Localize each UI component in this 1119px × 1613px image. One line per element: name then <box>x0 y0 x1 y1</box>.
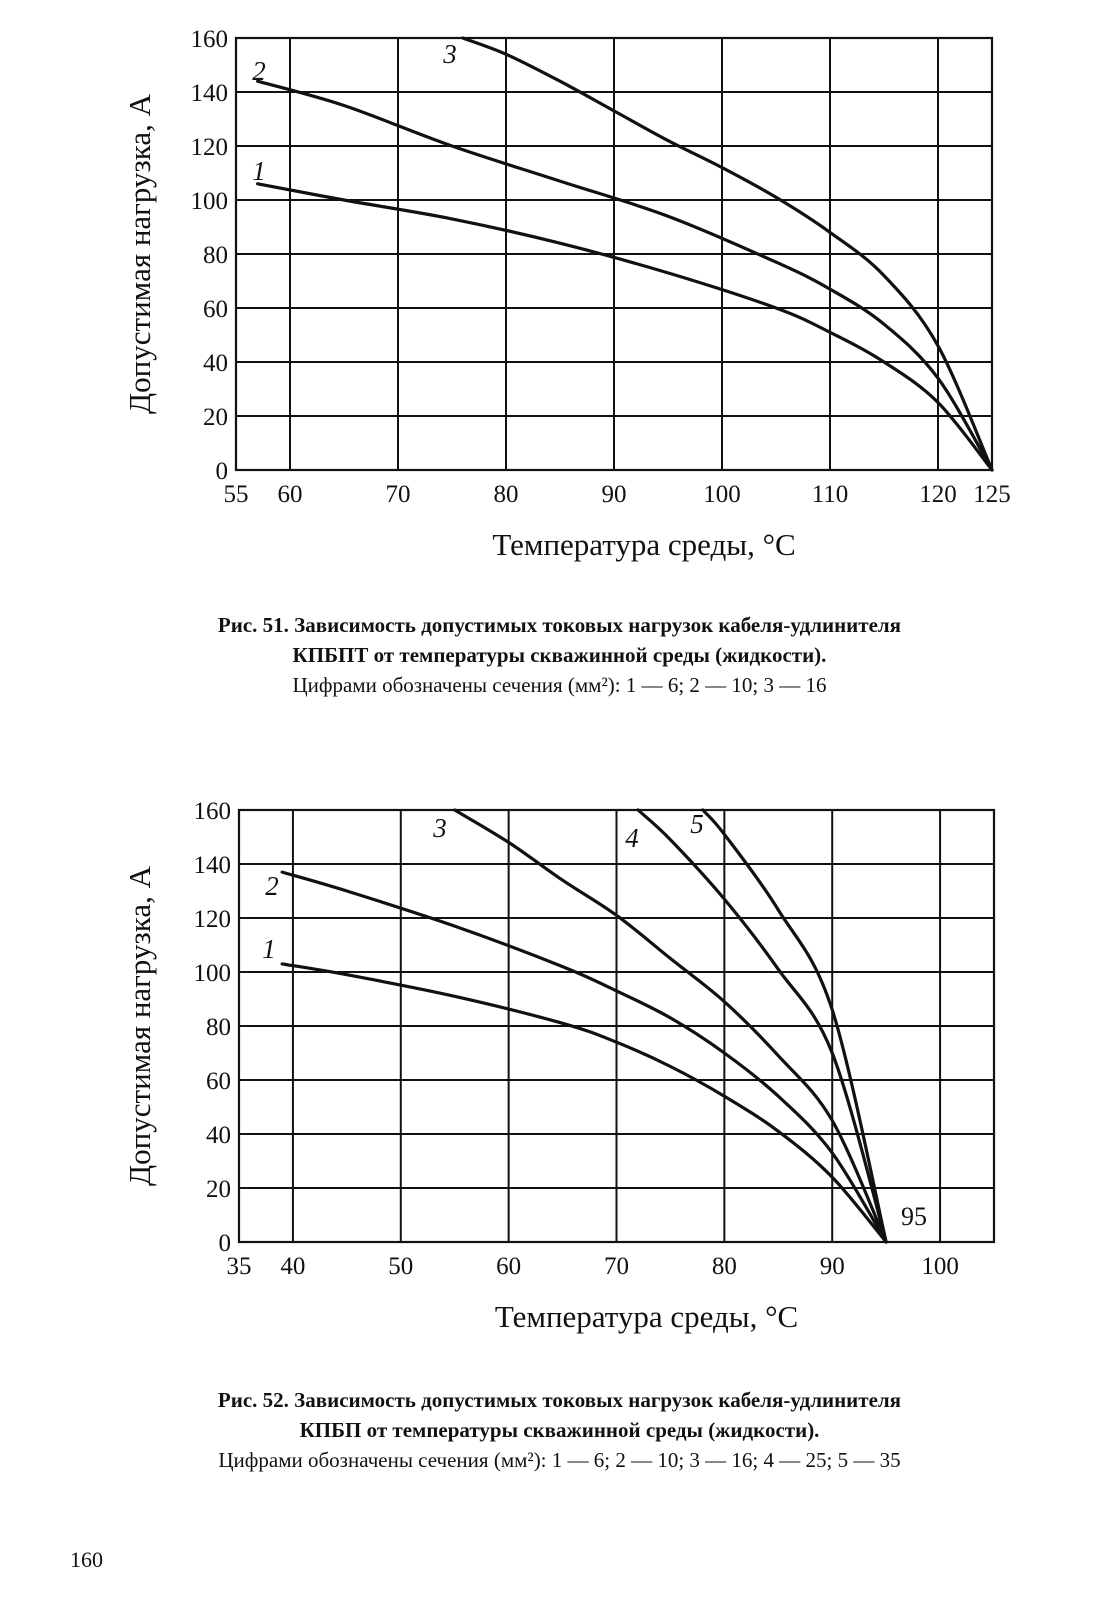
y-tick-labels <box>194 800 232 1257</box>
y-tick-label: 60 <box>203 296 228 323</box>
series-label-2: 2 <box>265 871 279 901</box>
series-label-1: 1 <box>252 156 266 186</box>
y-tick-label: 0 <box>215 458 228 485</box>
chart-fig52 <box>0 800 1119 1385</box>
x-tick-label: 90 <box>819 1253 845 1280</box>
x-tick-label: 60 <box>277 481 303 508</box>
x-tick-label: 120 <box>919 481 957 508</box>
series-label-3: 3 <box>443 39 457 69</box>
x-tick-label: 55 <box>223 481 249 508</box>
x-tick-labels <box>227 1253 959 1280</box>
series-label-4: 4 <box>625 823 639 853</box>
x-tick-label: 110 <box>811 481 849 508</box>
y-tick-label: 80 <box>203 242 228 269</box>
y-tick-label: 140 <box>190 80 228 107</box>
y-tick-label: 20 <box>206 1176 231 1203</box>
x-tick-label: 90 <box>601 481 627 508</box>
series-line-2 <box>282 872 886 1242</box>
x-tick-label: 100 <box>921 1253 959 1280</box>
y-tick-labels <box>191 26 229 485</box>
y-axis-title: Допустимая нагрузка, А <box>122 94 157 414</box>
y-axis-title: Допустимая нагрузка, А <box>122 866 157 1186</box>
x-tick-label: 70 <box>604 1253 629 1280</box>
y-tick-label: 60 <box>206 1068 231 1095</box>
chart-grid <box>236 38 992 470</box>
caption-title-line: Рис. 51. Зависимость допустимых токовых нагрузок кабеля-удлинителя <box>217 613 902 637</box>
figure-caption-51 <box>0 610 1119 700</box>
annotation-label: 95 <box>901 1202 927 1231</box>
x-tick-label: 80 <box>493 481 519 508</box>
x-tick-label: 80 <box>711 1253 737 1280</box>
caption-legend-line: Цифрами обозначены сечения (мм²): 1 — 6; 2 — 10; 3 — 16; 4 — 25; 5 — 35 <box>218 1448 901 1472</box>
caption-title-line: КПБП от температуры скважинной среды (жидкости). <box>299 1418 820 1442</box>
series-line-1 <box>282 964 886 1242</box>
x-tick-label: 60 <box>496 1253 522 1280</box>
x-axis-title: Температура среды, °C <box>494 1299 799 1334</box>
series-line-1 <box>258 184 992 470</box>
x-tick-label: 40 <box>280 1253 306 1280</box>
x-tick-label: 125 <box>973 481 1011 508</box>
y-tick-label: 0 <box>218 1230 231 1257</box>
caption-legend-line: Цифрами обозначены сечения (мм²): 1 — 6; 2 — 10; 3 — 16 <box>292 673 827 697</box>
page-number: 160 <box>70 1547 103 1572</box>
y-tick-label: 40 <box>206 1122 231 1149</box>
x-tick-label: 35 <box>226 1253 252 1280</box>
x-tick-label: 50 <box>388 1253 414 1280</box>
y-tick-label: 160 <box>190 26 228 53</box>
caption-title-line: Рис. 52. Зависимость допустимых токовых нагрузок кабеля-удлинителя <box>217 1388 902 1412</box>
x-tick-label: 100 <box>703 481 741 508</box>
y-tick-label: 120 <box>193 906 231 933</box>
y-tick-label: 100 <box>190 188 228 215</box>
chart-grid <box>239 810 994 1242</box>
x-tick-labels <box>224 481 1011 508</box>
y-tick-label: 40 <box>203 350 228 377</box>
series-label-2: 2 <box>252 56 266 86</box>
x-tick-label: 70 <box>385 481 411 508</box>
y-tick-label: 140 <box>193 852 231 879</box>
y-tick-label: 20 <box>203 404 228 431</box>
series-labels <box>252 39 457 186</box>
figure-caption-52 <box>0 1385 1119 1475</box>
x-axis-title: Температура среды, °C <box>492 527 796 562</box>
y-tick-label: 100 <box>193 960 231 987</box>
y-tick-label: 80 <box>206 1014 231 1041</box>
series-label-5: 5 <box>690 809 704 839</box>
series-label-1: 1 <box>262 934 276 964</box>
caption-title-line: КПБПТ от температуры скважинной среды (жидкости). <box>292 643 827 667</box>
y-tick-label: 160 <box>193 800 231 825</box>
series-label-3: 3 <box>433 813 447 843</box>
chart-fig51 <box>0 0 1119 590</box>
y-tick-label: 120 <box>190 134 228 161</box>
